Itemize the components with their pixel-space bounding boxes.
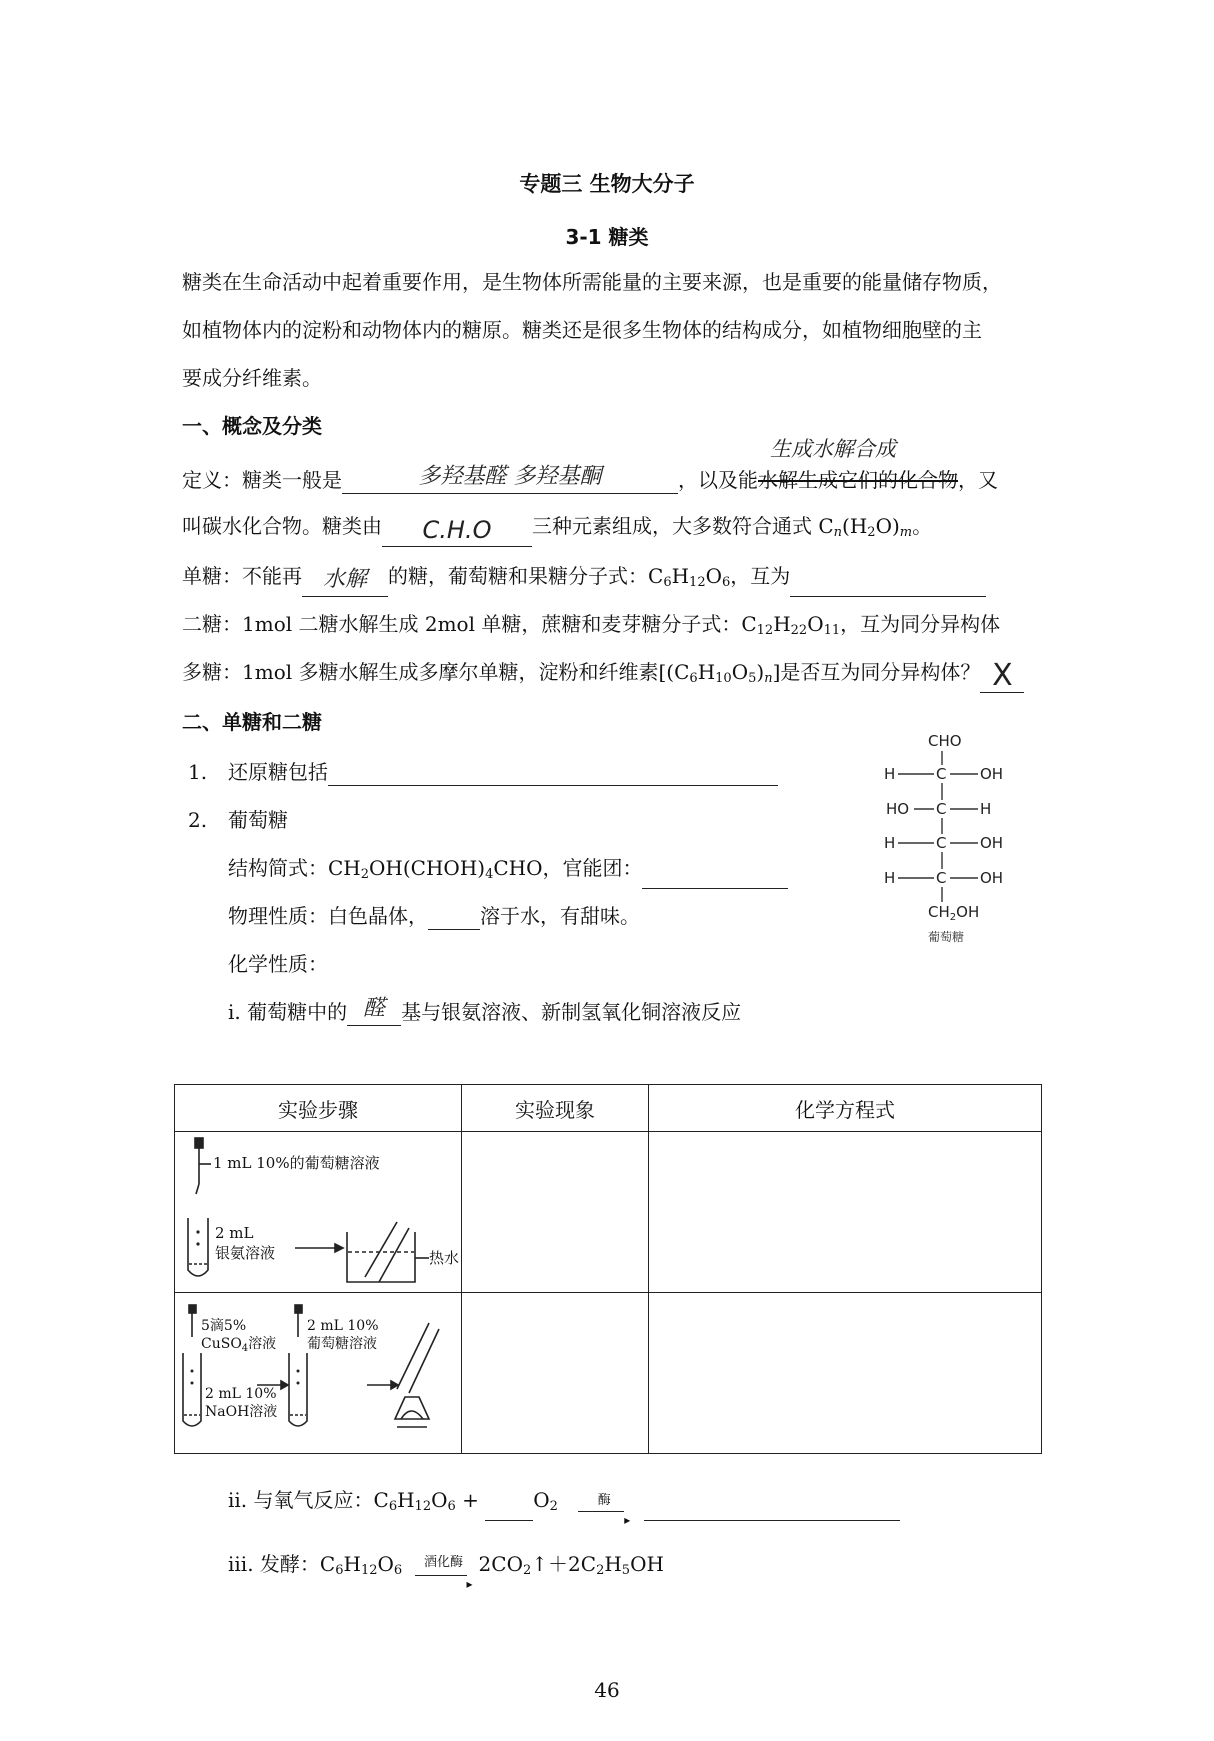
chem-i-prefix: i. 葡萄糖中的 bbox=[228, 1000, 348, 1024]
fermentation-o: O bbox=[377, 1552, 394, 1576]
oxidation-prefix: ii. 与氧气反应：C bbox=[228, 1488, 389, 1512]
struct-prefix: 结构简式：CH bbox=[228, 856, 361, 880]
formula-h2o-close: O) bbox=[875, 514, 900, 538]
table-row bbox=[175, 1293, 1042, 1454]
physical-property-line bbox=[228, 902, 640, 930]
cuso4-solution-label bbox=[201, 1335, 276, 1358]
copper-hydroxide-phenomenon-cell[interactable] bbox=[462, 1293, 649, 1454]
oxidation-product-blank[interactable] bbox=[644, 1496, 900, 1521]
zymase-arrow: 酒化酶 ▸ bbox=[415, 1561, 473, 1585]
silver-mirror-step-cell bbox=[175, 1132, 462, 1293]
mono-sub-3: 6 bbox=[722, 575, 731, 590]
mol-row2-left: H bbox=[884, 765, 896, 783]
poly-o: O bbox=[731, 660, 749, 684]
disaccharide-line bbox=[182, 610, 1000, 645]
oxygen-formula: O bbox=[533, 1488, 550, 1512]
glucose-solution-label-2: 葡萄糖溶液 bbox=[307, 1336, 377, 1352]
formula-h2o-open: (H bbox=[842, 514, 868, 538]
header-steps: 实验步骤 bbox=[175, 1085, 462, 1132]
mol-ch2oh-sub: 2 bbox=[949, 912, 957, 923]
item-2-number: 2. bbox=[188, 808, 208, 832]
definition-handwriting-above: 生成水解合成 bbox=[770, 437, 896, 461]
section-heading-concepts: 一、概念及分类 bbox=[182, 414, 322, 438]
oxidation-sub-1: 6 bbox=[388, 1499, 398, 1514]
header-phenomena: 实验现象 bbox=[462, 1085, 649, 1132]
poly-close: ) bbox=[756, 660, 765, 684]
formula-m: m bbox=[899, 525, 913, 540]
mol-row2-right: OH bbox=[980, 765, 1004, 783]
oxidation-h: H bbox=[397, 1488, 415, 1512]
definition-mid: ，以及能 bbox=[678, 468, 758, 492]
ethanol-h: H bbox=[604, 1552, 622, 1576]
poly-sub-2: 10 bbox=[715, 671, 732, 686]
elements-mid: 三种元素组成，大多数符合通式 C bbox=[532, 514, 834, 538]
section-subtitle: 3-1 糖类 bbox=[565, 225, 649, 249]
formula-n: n bbox=[833, 525, 843, 540]
di-sub-1: 12 bbox=[756, 623, 774, 638]
item-2-text: 葡萄糖 bbox=[228, 808, 288, 832]
poly-h: H bbox=[697, 660, 716, 684]
fermentation-sub-1: 6 bbox=[335, 1563, 344, 1578]
struct-mid-2: CHO，官能团： bbox=[493, 856, 643, 880]
glucose-volume-label: 2 mL 10% bbox=[307, 1318, 379, 1334]
oxidation-sub-3: 6 bbox=[447, 1499, 456, 1514]
polysaccharide-line bbox=[182, 658, 1024, 693]
zymase-label: 酒化酶 bbox=[424, 1555, 464, 1570]
naoh-solution-label: NaOH溶液 bbox=[205, 1404, 278, 1420]
intro-line-2: 如植物体内的淀粉和动物体内的糖原。糖类还是很多生物体的结构成分，如植物细胞壁的主 bbox=[182, 318, 982, 342]
silver-volume-label: 2 mL bbox=[215, 1224, 254, 1242]
oxygen-reaction-line bbox=[228, 1486, 900, 1527]
poly-handwriting: X bbox=[992, 658, 1013, 693]
mol-row5-right: OH bbox=[980, 869, 1004, 887]
co2-formula: 2CO bbox=[478, 1552, 523, 1576]
oxidation-sub-2: 12 bbox=[414, 1499, 432, 1514]
fermentation-line bbox=[228, 1550, 664, 1591]
table-row bbox=[175, 1132, 1042, 1293]
item-1-text: 还原糖包括 bbox=[228, 760, 328, 784]
page-number: 46 bbox=[594, 1678, 620, 1702]
definition-handwriting: 多羟基醛 多羟基酮 bbox=[418, 464, 602, 489]
mono-handwriting: 水解 bbox=[322, 567, 367, 592]
experiment-table bbox=[174, 1084, 1042, 1454]
mono-prefix: 单糖：不能再 bbox=[182, 564, 302, 588]
poly-n: n bbox=[764, 671, 773, 686]
hot-water-label: 热水 bbox=[429, 1249, 460, 1267]
definition-line bbox=[182, 466, 998, 494]
cuso4-sub: 4 bbox=[241, 1343, 249, 1354]
structure-line bbox=[228, 854, 788, 889]
fermentation-sub-2: 12 bbox=[360, 1563, 378, 1578]
fermentation-prefix: iii. 发酵：C bbox=[228, 1552, 336, 1576]
oxygen-sub: 2 bbox=[549, 1499, 558, 1514]
glucose-solution-label: 1 mL 10%的葡萄糖溶液 bbox=[213, 1154, 380, 1172]
mol-row3-left: HO bbox=[886, 800, 910, 818]
ethanol-prefix: ↑＋2C bbox=[531, 1552, 597, 1576]
struct-sub-1: 2 bbox=[360, 867, 370, 882]
di-end: ，互为同分异构体 bbox=[840, 612, 1001, 636]
functional-group-blank[interactable] bbox=[642, 864, 788, 889]
mol-row5-c: C bbox=[936, 869, 947, 887]
silver-ammonia-label: 银氨溶液 bbox=[215, 1244, 276, 1262]
ethanol-oh: OH bbox=[630, 1552, 664, 1576]
mono-sub-1: 6 bbox=[663, 575, 672, 590]
copper-hydroxide-step-cell bbox=[175, 1293, 462, 1454]
definition-struck-text: 水解生成它们的化合物 bbox=[758, 468, 958, 492]
item-1-number: 1. bbox=[188, 760, 208, 784]
di-sub-3: 11 bbox=[823, 623, 841, 638]
solubility-blank[interactable] bbox=[428, 905, 480, 930]
definition-end: ，又 bbox=[958, 468, 998, 492]
intro-line-1: 糖类在生命活动中起着重要作用，是生物体所需能量的主要来源，也是重要的能量储存物质， bbox=[182, 270, 1002, 294]
poly-sub-3: 5 bbox=[748, 671, 757, 686]
enzyme-arrow: 酶 ▸ bbox=[578, 1497, 630, 1521]
struct-sub-2: 4 bbox=[485, 867, 494, 882]
elements-handwriting: C.H.O bbox=[422, 516, 492, 544]
glucose-molecule bbox=[870, 730, 1020, 960]
elements-blank[interactable] bbox=[382, 516, 532, 547]
silver-mirror-phenomenon-cell[interactable] bbox=[462, 1132, 649, 1293]
elements-end: 。 bbox=[912, 514, 933, 538]
cuso4-drops-label: 5滴5% bbox=[201, 1318, 247, 1334]
mol-row5-left: H bbox=[884, 869, 896, 887]
naoh-volume-label: 2 mL 10% bbox=[205, 1386, 277, 1402]
mol-row2-c: C bbox=[936, 765, 947, 783]
mol-cho: CHO bbox=[928, 732, 962, 750]
table-header-row bbox=[175, 1085, 1042, 1132]
mono-o: O bbox=[705, 564, 722, 588]
ethanol-sub-2: 5 bbox=[621, 1563, 631, 1578]
section-heading-mono-di: 二、单糖和二糖 bbox=[182, 710, 322, 734]
poly-text: 多糖：1mol 多糖水解生成多摩尔单糖，淀粉和纤维素[(C bbox=[182, 660, 690, 684]
definition-blank[interactable] bbox=[342, 464, 678, 494]
reducing-sugar-blank[interactable] bbox=[328, 761, 778, 786]
struct-mid-1: OH(CHOH) bbox=[369, 856, 486, 880]
elements-prefix: 叫碳水化合物。糖类由 bbox=[182, 514, 382, 538]
mono-mid: 的糖，葡萄糖和果糖分子式：C bbox=[388, 564, 664, 588]
poly-sub-1: 6 bbox=[689, 671, 698, 686]
definition-prefix: 定义：糖类一般是 bbox=[182, 468, 342, 492]
mol-ch2oh bbox=[928, 903, 979, 923]
aldehyde-blank[interactable] bbox=[347, 996, 401, 1026]
aldehyde-handwriting: 醛 bbox=[363, 996, 386, 1021]
mono-h: H bbox=[671, 564, 690, 588]
silver-mirror-equation-cell[interactable] bbox=[649, 1132, 1042, 1293]
mol-row4-c: C bbox=[936, 834, 947, 852]
mono-blank[interactable] bbox=[302, 567, 388, 597]
mono-end: ，互为 bbox=[730, 564, 791, 588]
di-sub-2: 22 bbox=[790, 623, 808, 638]
item-1-line bbox=[228, 758, 778, 786]
enzyme-label: 酶 bbox=[597, 1493, 611, 1508]
intro-line-3: 要成分纤维素。 bbox=[182, 366, 322, 390]
chem-i-line bbox=[228, 998, 741, 1026]
mol-row3-right: H bbox=[980, 800, 992, 818]
fermentation-sub-3: 6 bbox=[393, 1563, 403, 1578]
oxidation-o: O bbox=[431, 1488, 448, 1512]
oxidation-plus: + bbox=[455, 1488, 486, 1512]
mol-row3-c: C bbox=[936, 800, 947, 818]
phys-end: 溶于水，有甜味。 bbox=[480, 904, 640, 928]
oxygen-coefficient-blank[interactable] bbox=[485, 1496, 533, 1521]
poly-blank[interactable] bbox=[980, 658, 1024, 693]
header-equation: 化学方程式 bbox=[649, 1085, 1042, 1132]
monosaccharide-line bbox=[182, 562, 986, 597]
chemical-property-label: 化学性质： bbox=[228, 952, 328, 976]
di-text: 二糖：1mol 二糖水解生成 2mol 单糖，蔗糖和麦芽糖分子式：C bbox=[182, 612, 757, 636]
fermentation-h: H bbox=[343, 1552, 361, 1576]
mol-row4-left: H bbox=[884, 834, 896, 852]
di-h: H bbox=[773, 612, 791, 636]
poly-end: ]是否互为同分异构体？ bbox=[772, 660, 981, 684]
phys-prefix: 物理性质：白色晶体， bbox=[228, 904, 428, 928]
formula-h2o-sub: 2 bbox=[867, 525, 876, 540]
molecule-caption: 葡萄糖 bbox=[928, 930, 965, 944]
copper-hydroxide-equation-cell[interactable] bbox=[649, 1293, 1042, 1454]
mol-ch2oh-oh: OH bbox=[956, 903, 980, 921]
ethanol-sub-1: 2 bbox=[596, 1563, 605, 1578]
isomer-blank[interactable] bbox=[790, 572, 986, 597]
cuso4-solution-word: 溶液 bbox=[248, 1336, 277, 1352]
mono-sub-2: 12 bbox=[689, 575, 706, 590]
chem-i-end: 基与银氨溶液、新制氢氧化铜溶液反应 bbox=[401, 1000, 742, 1024]
cuso4-formula: CuSO bbox=[201, 1336, 242, 1352]
mol-row4-right: OH bbox=[980, 834, 1004, 852]
elements-line bbox=[182, 512, 932, 547]
page-title: 专题三 生物大分子 bbox=[519, 172, 695, 196]
co2-sub: 2 bbox=[522, 1563, 532, 1578]
di-o: O bbox=[807, 612, 824, 636]
mol-ch2oh-ch: CH bbox=[928, 903, 950, 921]
